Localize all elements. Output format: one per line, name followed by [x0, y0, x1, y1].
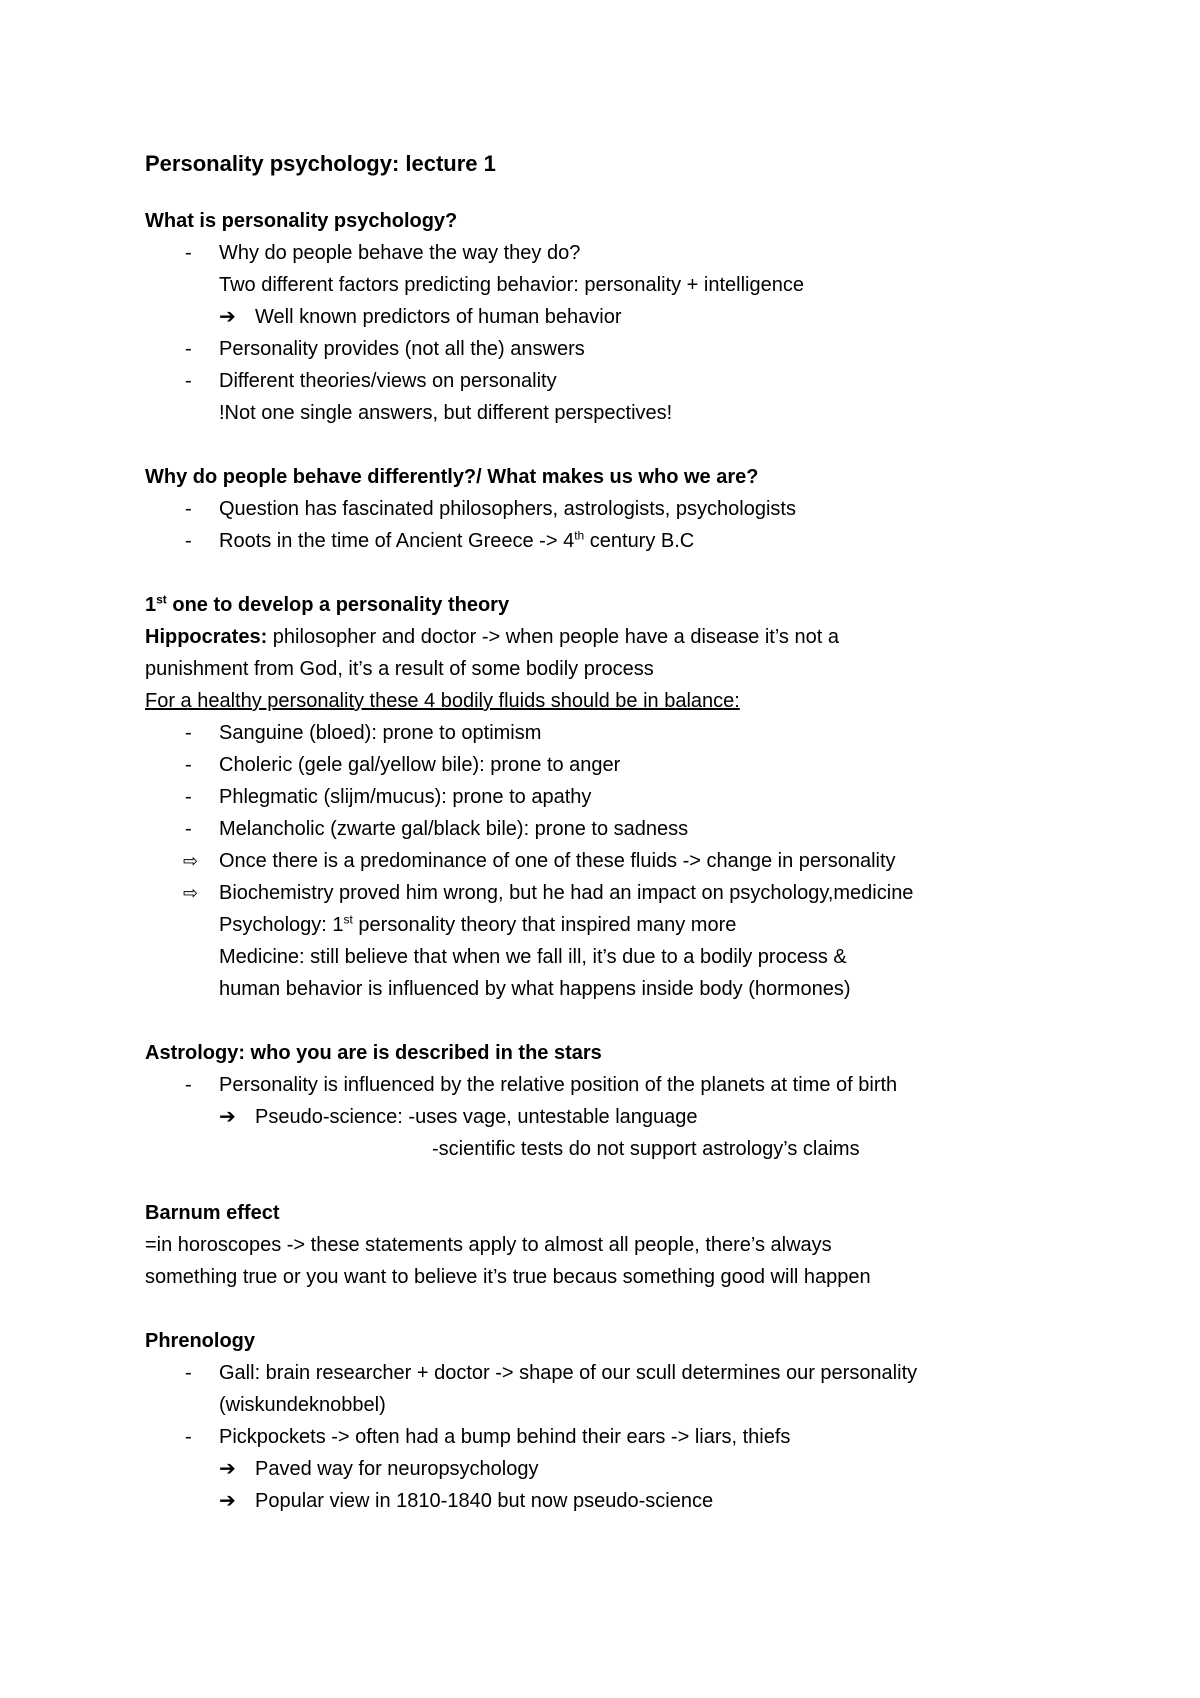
superscript: st	[343, 912, 353, 927]
page-title: Personality psychology: lecture 1	[145, 151, 496, 176]
hollow-arrow-icon: ⇨	[183, 851, 199, 871]
dash-bullet: -	[185, 370, 192, 392]
list-item	[145, 781, 1105, 813]
list-item-text: Phlegmatic (slijm/mucus): prone to apathy	[219, 786, 592, 808]
arrow-text: Paved way for neuropsychology	[255, 1458, 539, 1480]
arrow-line	[145, 301, 1105, 333]
list-item	[145, 749, 1105, 781]
paragraph-cont: punishment from God, it’s a result of some bodily process	[145, 658, 654, 680]
arrow-icon: ➔	[219, 306, 236, 328]
hollow-arrow-text: Biochemistry proved him wrong, but he had an impact on psychology,medicine	[219, 882, 914, 904]
section-what-is	[145, 205, 1105, 429]
dash-bullet: -	[185, 498, 192, 520]
list-item	[145, 717, 1105, 749]
list-item-text: Choleric (gele gal/yellow bile): prone to anger	[219, 754, 621, 776]
arrow-icon: ➔	[219, 1458, 236, 1480]
list-item	[145, 1421, 1105, 1453]
dash-bullet: -	[185, 818, 192, 840]
section-heading	[145, 589, 1105, 621]
arrow-line	[145, 1101, 1105, 1133]
list-item-text: Personality provides (not all the) answers	[219, 338, 585, 360]
arrow-line	[145, 1485, 1105, 1517]
section-heading: Phrenology	[145, 1330, 256, 1352]
list-item	[145, 813, 1105, 845]
section-phrenology	[145, 1325, 1105, 1517]
hollow-arrow-line	[145, 877, 1105, 909]
continuation-line: Medicine: still believe that when we fall ill, it’s due to a bodily process &	[219, 946, 847, 968]
arrow-line	[145, 1453, 1105, 1485]
list-item-continuation: (wiskundeknobbel)	[219, 1394, 386, 1416]
list-item	[145, 1069, 1105, 1101]
section-heading: Astrology: who you are is described in the stars	[145, 1042, 602, 1064]
arrow-icon: ➔	[219, 1490, 236, 1512]
hollow-arrow-text: Once there is a predominance of one of these fluids -> change in personality	[219, 850, 896, 872]
list-item-text: Pickpockets -> often had a bump behind their ears -> liars, thiefs	[219, 1426, 791, 1448]
list-item-text-tail: century B.C	[584, 530, 695, 552]
paragraph-text: philosopher and doctor -> when people have a disease it’s not a	[267, 626, 839, 648]
list-item-text: Different theories/views on personality	[219, 370, 557, 392]
continuation-line: -scientific tests do not support astrology’s claims	[432, 1138, 860, 1160]
dash-bullet: -	[185, 1074, 192, 1096]
dash-bullet: -	[185, 786, 192, 808]
arrow-icon: ➔	[219, 1106, 236, 1128]
psy-pre: Psychology: 1	[219, 914, 344, 936]
list-item-continuation: Two different factors predicting behavior: personality + intelligence	[219, 274, 804, 296]
list-item-text: Question has fascinated philosophers, astrologists, psychologists	[219, 498, 796, 520]
section-heading: What is personality psychology?	[145, 210, 458, 232]
arrow-text: Well known predictors of human behavior	[255, 306, 622, 328]
paragraph	[145, 621, 1105, 653]
continuation-line	[145, 909, 1105, 941]
section-heading: Why do people behave differently?/ What makes us who we are?	[145, 466, 759, 488]
psy-post: personality theory that inspired many more	[352, 914, 737, 936]
dash-bullet: -	[185, 1362, 192, 1384]
dash-bullet: -	[185, 1426, 192, 1448]
arrow-text: Pseudo-science: -uses vage, untestable language	[255, 1106, 698, 1128]
continuation-line: human behavior is influenced by what happens inside body (hormones)	[219, 978, 851, 1000]
list-item	[145, 525, 1105, 557]
dash-bullet: -	[185, 338, 192, 360]
paragraph: something true or you want to believe it’s true becaus something good will happen	[145, 1266, 871, 1288]
dash-bullet: -	[185, 754, 192, 776]
hollow-arrow-icon: ⇨	[183, 883, 199, 903]
dash-bullet: -	[185, 242, 192, 264]
list-item	[145, 1357, 1105, 1389]
hollow-arrow-line	[145, 845, 1105, 877]
dash-bullet: -	[185, 530, 192, 552]
superscript: th	[574, 528, 585, 543]
heading-pre: 1	[145, 594, 157, 616]
list-item	[145, 365, 1105, 397]
paragraph: =in horoscopes -> these statements apply to almost all people, there’s always	[145, 1234, 832, 1256]
section-first-theory	[145, 589, 1105, 1005]
underlined-statement: For a healthy personality these 4 bodily fluids should be in balance:	[145, 690, 740, 712]
heading-post: one to develop a personality theory	[166, 594, 510, 616]
section-astrology	[145, 1037, 1105, 1165]
list-item	[145, 237, 1105, 269]
list-item-text: Gall: brain researcher + doctor -> shape of our scull determines our personality	[219, 1362, 918, 1384]
section-heading: Barnum effect	[145, 1202, 280, 1224]
list-item-continuation: !Not one single answers, but different perspectives!	[219, 402, 673, 424]
list-item-text: Melancholic (zwarte gal/black bile): prone to sadness	[219, 818, 689, 840]
term-label: Hippocrates:	[145, 626, 268, 648]
section-why-differently	[145, 461, 1105, 557]
arrow-text: Popular view in 1810-1840 but now pseudo-science	[255, 1490, 714, 1512]
list-item	[145, 493, 1105, 525]
list-item-text: Sanguine (bloed): prone to optimism	[219, 722, 542, 744]
list-item-text: Personality is influenced by the relative position of the planets at time of birth	[219, 1074, 898, 1096]
section-barnum	[145, 1197, 1105, 1293]
list-item-text: Roots in the time of Ancient Greece -> 4	[219, 530, 575, 552]
list-item-text: Why do people behave the way they do?	[219, 242, 581, 264]
document-content	[145, 147, 1105, 1549]
list-item	[145, 333, 1105, 365]
superscript: st	[156, 592, 167, 607]
dash-bullet: -	[185, 722, 192, 744]
